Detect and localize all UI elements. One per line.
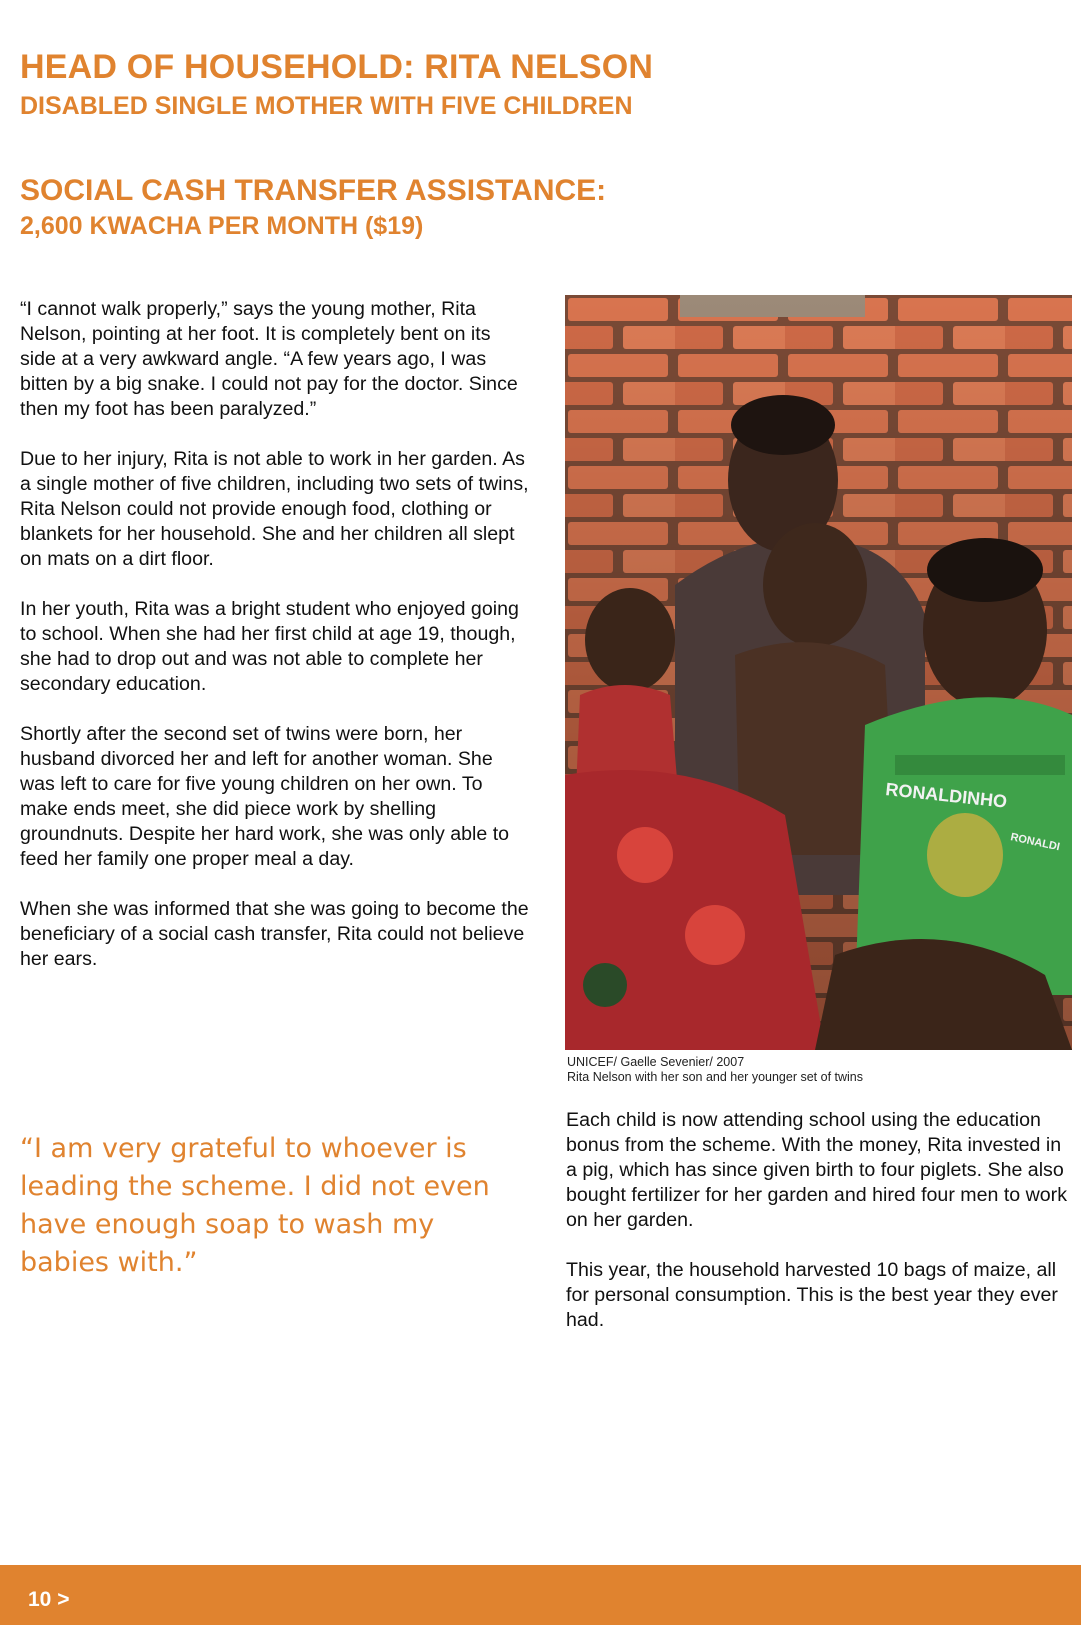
photo-caption-text: Rita Nelson with her son and her younger set of twins <box>567 1070 863 1084</box>
paragraph: “I cannot walk properly,” says the young mother, Rita Nelson, pointing at her foot. It is completely bent on its side at a very awkward angle. “A few years ago, I was bitten by a big snake. I could not pay for the doctor. Since then my foot has been paralyzed.” <box>20 298 518 420</box>
right-column-text <box>566 1108 1071 1358</box>
paragraph: In her youth, Rita was a bright student who enjoyed going to school. When she had her first child at age 19, though, she had to drop out and was not able to complete her secondary education. <box>20 598 519 695</box>
paragraph: Shortly after the second set of twins were born, her husband divorced her and left for another woman. She was left to care for five young children on her own. To make ends meet, she did piece work by shelling groundnuts. Despite her hard work, she was only able to feed her family one proper meal a day. <box>20 723 510 870</box>
page-subtitle: DISABLED SINGLE MOTHER WITH FIVE CHILDREN <box>20 92 633 120</box>
pull-quote: “I am very grateful to whoever is leading the scheme. I did not even have enough soap to wash my babies with.” <box>20 1133 490 1278</box>
shirt-text: RONALDINHO <box>884 779 1009 812</box>
footer-bar <box>0 1565 1081 1625</box>
left-column-text <box>20 297 530 997</box>
paragraph: When she was informed that she was going to become the beneficiary of a social cash transfer, Rita could not believe her ears. <box>20 898 529 970</box>
sleeve-text: RONALDI <box>1009 831 1061 854</box>
paragraph: Due to her injury, Rita is not able to work in her garden. As a single mother of five children, including two sets of twins, Rita Nelson could not provide enough food, clothing or blankets for her household. She and her children all slept on mats on a dirt floor. <box>20 448 529 570</box>
page-title: HEAD OF HOUSEHOLD: RITA NELSON <box>20 48 654 86</box>
assistance-amount: 2,600 KWACHA PER MONTH ($19) <box>20 212 424 240</box>
page-number: 10 > <box>28 1588 70 1611</box>
family-photo <box>565 295 1072 1050</box>
paragraph: This year, the household harvested 10 bags of maize, all for personal consumption. This is the best year they ever had. <box>566 1259 1058 1331</box>
photo-credit: UNICEF/ Gaelle Sevenier/ 2007 <box>567 1055 745 1069</box>
paragraph: Each child is now attending school using the education bonus from the scheme. With the money, Rita invested in a pig, which has since given birth to four piglets. She also bought fertilizer for her garden and hired four men to work on her garden. <box>566 1109 1067 1231</box>
photo-caption <box>567 1055 1067 1085</box>
assistance-title: SOCIAL CASH TRANSFER ASSISTANCE: <box>20 174 607 207</box>
